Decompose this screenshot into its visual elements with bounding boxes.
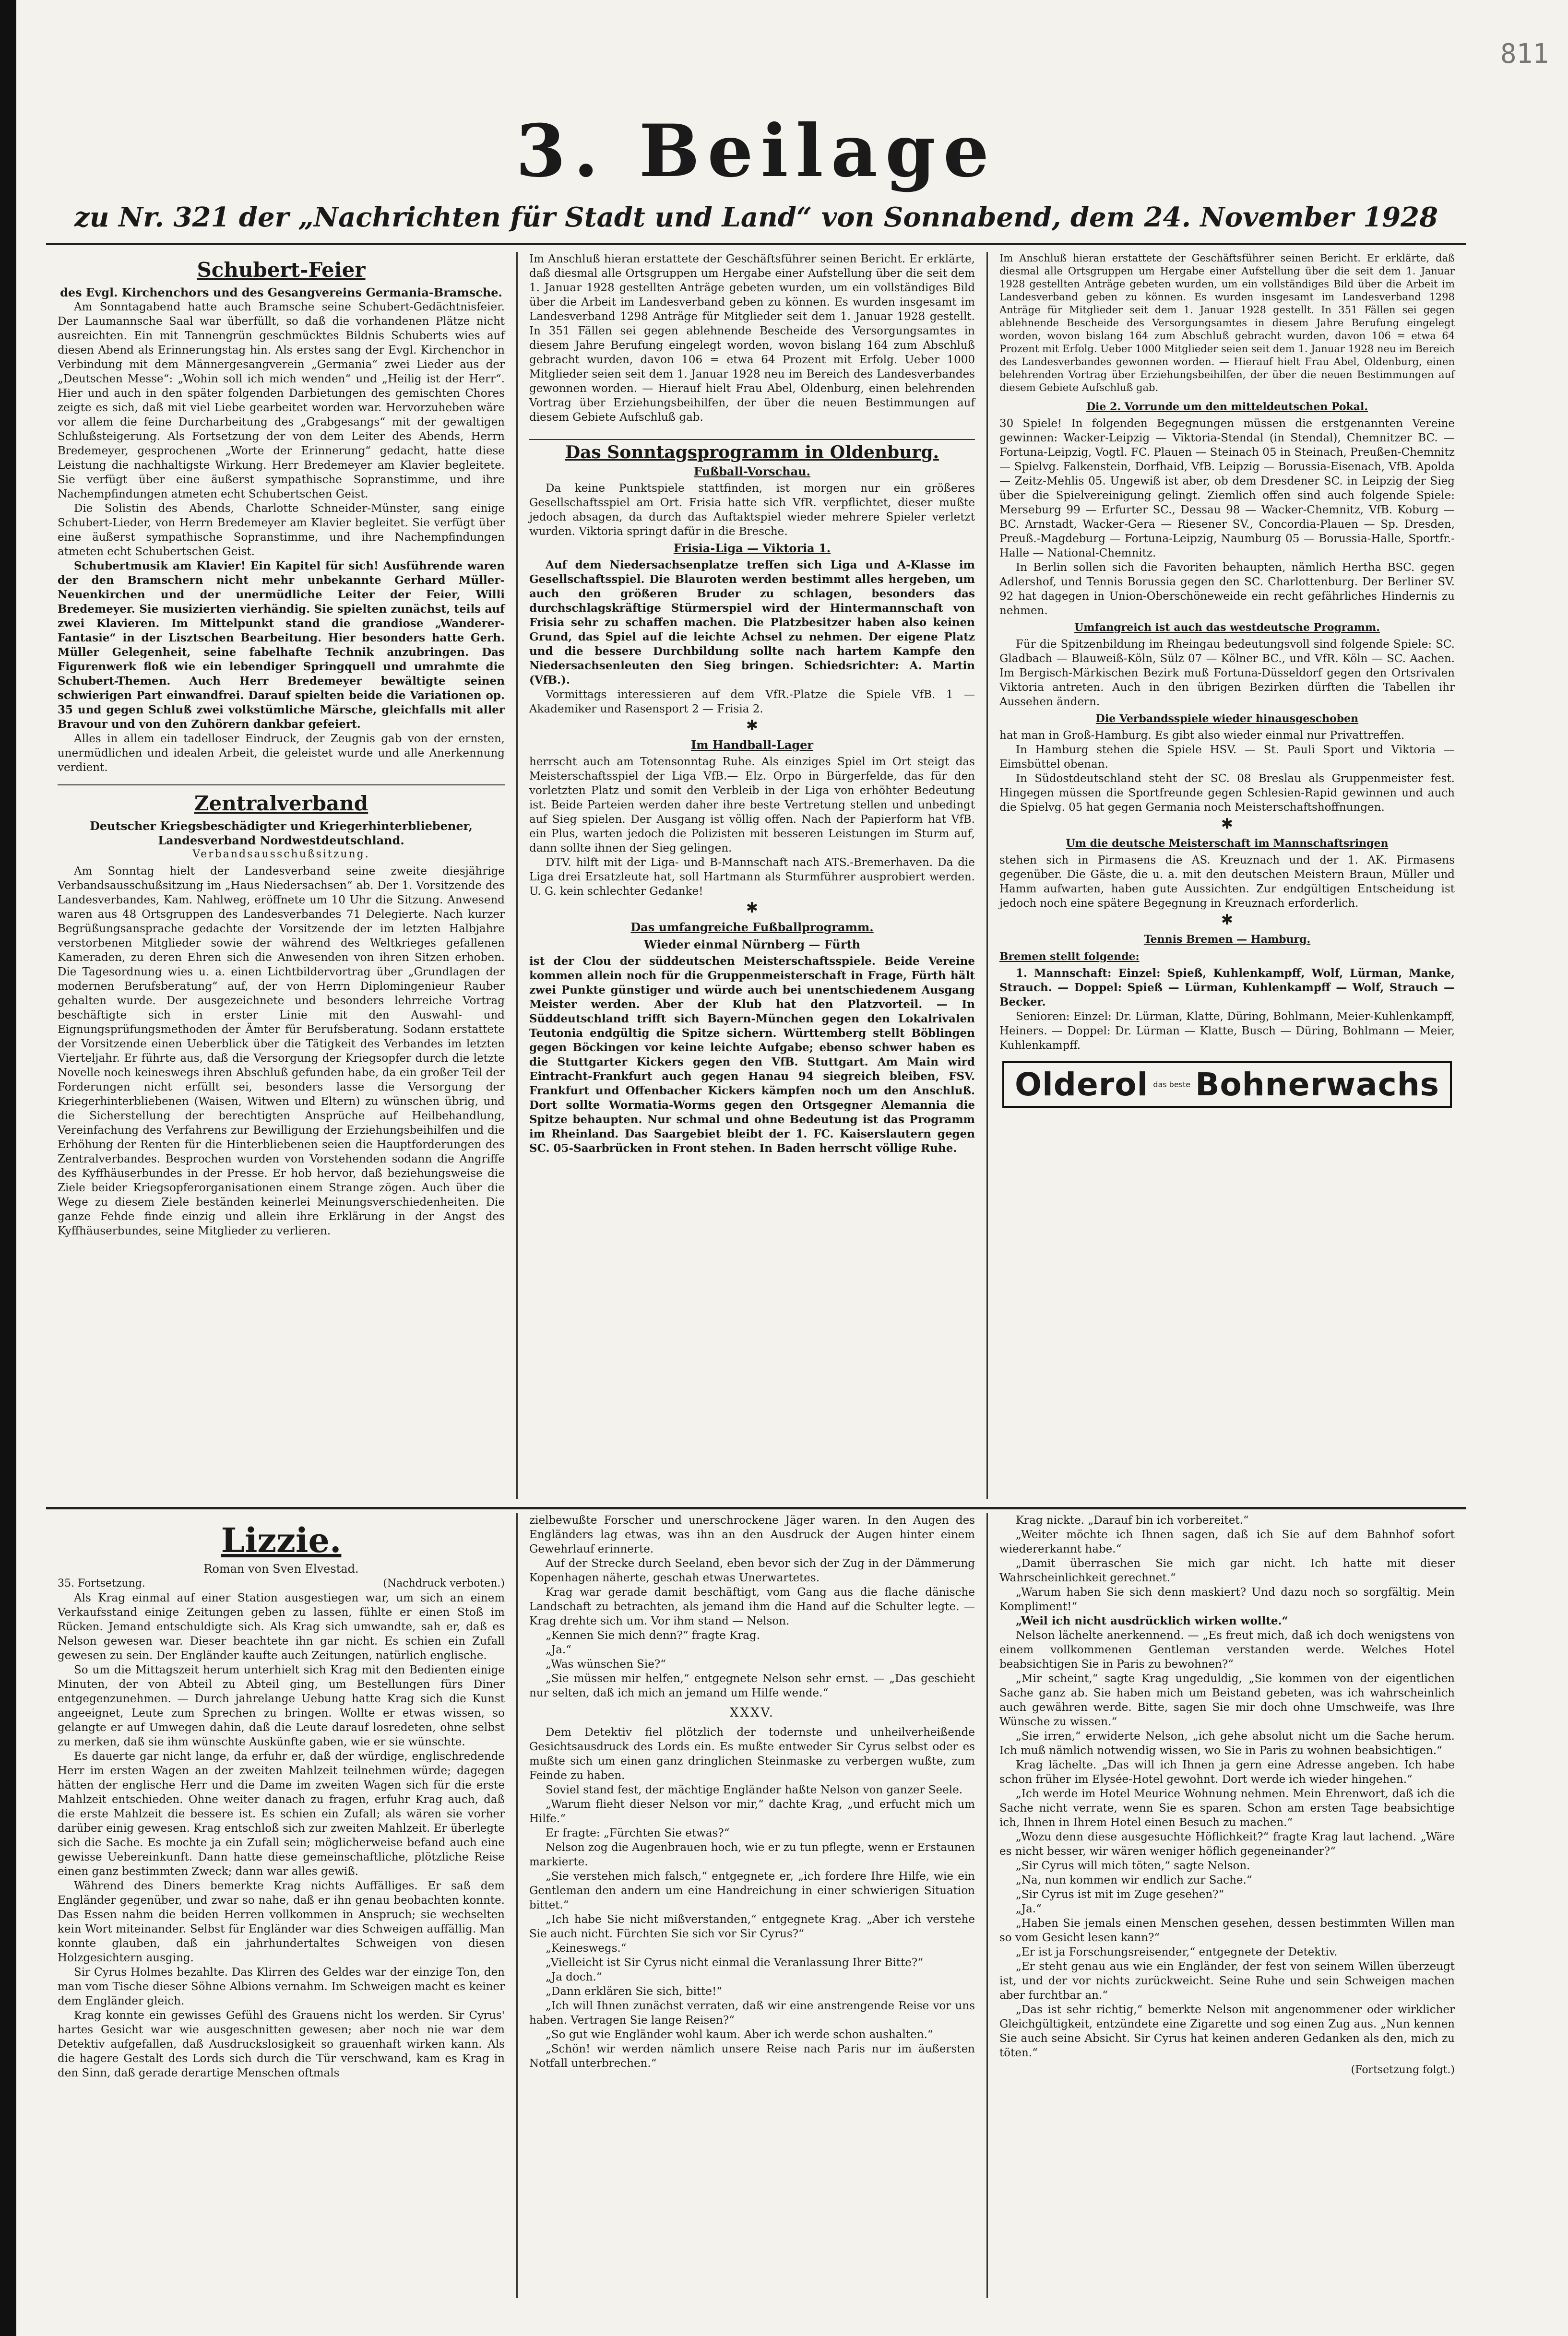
upper-section <box>46 252 1466 1499</box>
novel-paragraph: „Ich werde im Hotel Meurice Wohnung nehmen. Mein Ehrenwort, daß ich die Sache nicht verrate, wenn Sie es sparen. Schon am ersten Tage beabsichtige ich, Ihnen in Ihrem Hotel einen Besuch zu machen.“ <box>999 1788 1455 1829</box>
divider <box>529 439 975 440</box>
tennis-sub: Bremen stellt folgende: <box>999 950 1140 963</box>
novel-paragraph: „Ja.“ <box>546 1644 571 1656</box>
novel-paragraph: Krag nickte. „Darauf bin ich vorbereitet.“ <box>1016 1514 1249 1527</box>
zentral-paragraph: Am Sonntag hielt der Landesverband seine zweite diesjährige Verbandsausschußsitzung im „Haus Niedersachsen“ ab. Der 1. Vorsitzende des Landesverbandes, Kam. Nahlweg, eröffnete um 10 Uhr die Sitzung. Anwesend waren aus 48 Ortsgruppen des Landesverbandes 71 Delegierte. Nach kurzer Begrüßungsansprache gedachte der Vorsitzende der im letzten Halbjahre verstorbenen Mitglieder sowie der während des Weltkrieges gefallenen Kameraden, zu deren Ehren sich die Anwesenden von ihren Sitzen erhoben. Die Tagesordnung wies u. a. einen Lichtbildervortrag über „Grundlagen der modernen Berufsberatung“ auf, der von Herrn Diplomingenieur Rauber gehalten wurde. Der ausgezeichnete und besonders lehrreiche Vortrag beschäftigte sich in erster Linie mit den Auswahl- und Eignungsprüfungsmethoden der Ämter für Berufsberatung. Sodann erstattete der Vorsitzende einen Ueberblick über die Tätigkeit des Verbandes im letzten Vierteljahr. Er führte aus, daß die Versorgung der Kriegsopfer durch die letzte Novelle noch keineswegs ihren Abschluß gefunden habe, da ein großer Teil der Forderungen nicht erfüllt sei, besonders lasse die Versorgung der Kriegerhinterbliebenen (Waisen, Witwen und Eltern) zu wünschen übrig, und die Sicherstellung der berechtigten Ansprüche auf Heilbehandlung, Vereinfachung des Verfahrens zur Bewilligung der Erziehungsbeihilfen und die Erhöhung der Renten für die Hinterbliebenen seien die Hauptforderungen des Zentralverbandes. Besprochen wurden von Vorstehenden sodann die Angriffe des Kyffhäuserbundes in der Presse. Er hob hervor, daß beziehungsweise die Ziele beider Kriegsopferorganisationen einem Strange zögen. Auch über die Wege zu diesem Ziele beständen keinerlei Meinungsverschiedenheiten. Die ganze Fehde finde einzig und allein ihre Erklärung in der Angst des Kyffhäuserbundes, seine Mitglieder zu verlieren. <box>58 865 505 1237</box>
novel-paragraph: „Ich habe Sie nicht mißverstanden,“ entgegnete Krag. „Aber ich verstehe Sie auch nicht. Fürchten Sie sich vor Sir Cyrus?“ <box>529 1913 975 1940</box>
novel-paragraph: Sir Cyrus Holmes bezahlte. Das Klirren des Geldes war der einzige Ton, den man vom Tische dieser Söhne Albions vernahm. Im Schweigen macht es keiner dem Engländer gleich. <box>58 1966 505 2007</box>
schubert-paragraph: Schubertmusik am Klavier! Ein Kapitel für sich! Ausführende waren der den Bramschern nicht mehr unbekannte Gerhard Müller-Neuenkirchen und der unermüdliche Leiter der Feier, Willi Bredemeyer. Sie musizierten vierhändig. Sie spielten zunächst, teils auf zwei Klavieren. Im Mittelpunkt stand die grandiose „Wanderer-Fantasie“ in der Lisztschen Bearbeitung. Hier besonders hatte Gerh. Müller Gelegenheit, seine fabelhafte Technik anzubringen. Das Figurenwerk floß wie ein lebendiger Springquell und umrahmte die Schubert-Themen. Auch Herr Bredemeyer bewältigte seinen schwierigen Part einwandfrei. Darauf spielten beide die Variationen op. 35 und gegen Schluß zwei volkstümliche Märsche, gleichfalls mit aller Bravour und von den Zuhörern dankbar gefeiert. <box>58 559 505 731</box>
program-title: Das Sonntagsprogramm in Oldenburg. <box>565 442 939 462</box>
column-2 <box>516 252 986 1499</box>
handball-title: Im Handball-Lager <box>690 738 814 752</box>
hamburg-text: In Hamburg stehen die Spiele HSV. — St. Pauli Sport und Viktoria — Eimsbüttel obenan. <box>999 744 1455 771</box>
south-east-text: In Südostdeutschland steht der SC. 08 Breslau als Gruppenmeister fest. Hingegen müssen die Sportfreunde gegen Schlesien-Rapid gewinnen und auch die Spielvg. 05 hat gegen Germania noch Meisterschaftshoffnungen. <box>999 772 1455 814</box>
novel-paragraph: „Das ist sehr richtig,“ bemerkte Nelson mit angenommener oder wirklicher Gleichgültigkeit, entzündete eine Zigarette und sog einen Zug aus. „Nun kennen Sie auch seine Absicht. Sir Cyrus hat keinen anderen Gedanken als den, mich zu töten.“ <box>999 2004 1455 2059</box>
novel-title: Lizzie. <box>221 1520 342 1560</box>
page-subtitle: zu Nr. 321 der „Nachrichten für Stadt und Land“ von Sonnabend, dem 24. November 1928 <box>74 202 1438 233</box>
novel-paragraph: „Weil ich nicht ausdrücklich wirken wollte.“ <box>1016 1614 1288 1627</box>
separator-star: ✱ <box>746 900 759 916</box>
handball-text-2: DTV. hilft mit der Liga- und B-Mannschaft nach ATS.-Bremerhaven. Da die Liga drei Ersatzleute hat, soll Hartmann als Sturmführer ausprobiert werden. U. G. kein schlechter Gedanke! <box>529 856 975 898</box>
scan-edge <box>0 0 16 2336</box>
novel-paragraph: „Schön! wir werden nämlich unsere Reise nach Paris nur im äußersten Notfall unterbrechen.“ <box>529 2043 975 2070</box>
section-rule <box>46 1507 1466 1509</box>
big-program-sub: Wieder einmal Nürnberg — Fürth <box>643 937 861 951</box>
fussball-title: Fußball-Vorschau. <box>693 464 811 478</box>
novel-installment: 35. Fortsetzung. <box>58 1577 145 1589</box>
tennis-text-2: Senioren: Einzel: Dr. Lürman, Klatte, Düring, Bohlmann, Meier-Kuhlenkampff, Heiners. — Doppel: Dr. Lürman — Klatte, Busch — Düring, Bohlmann — Meier, Kuhlenkampff. <box>999 1010 1455 1052</box>
novel-paragraph: „Ja doch.“ <box>546 1971 602 1983</box>
novel-paragraph: Als Krag einmal auf einer Station ausgestiegen war, um sich an einem Verkaufsstand einige Zeitungen geben zu lassen, fühlte er einen Stoß im Rücken. Jemand entschuldigte sich. Als Krag sich umwandte, sah er, daß es Nelson gewesen war. Dieser beachtete ihn gar nicht. Es schien ein Zufall gewesen zu sein. Der Engländer kaufte auch Zeitungen, natürlich englische. <box>58 1592 505 1662</box>
west-text: Für die Spitzenbildung im Rheingau bedeutungsvoll sind folgende Spiele: SC. Gladbach — Blauweiß-Köln, Sülz 07 — Kölner BC., und VfR. Köln — SC. Aachen. Im Bergisch-Märkischen Bezirk muß Fortuna-Düsseldorf gegen den Ortsrivalen Viktoria antreten. Auch in den übrigen Bezirken dürften die Tabellen ihr Aussehen ändern. <box>999 638 1455 708</box>
zentral-title: Zentralverband <box>194 792 368 815</box>
novel-subtitle: Roman von Sven Elvestad. <box>203 1562 359 1576</box>
match1-text: Auf dem Niedersachsenplatze treffen sich Liga und A-Klasse im Gesellschaftsspiel. Die Blauroten werden bestimmt alles hergeben, um auch den größeren Bruder zu schlagen, besonders das durchschlagskräftige Stürmerspiel wird der Hintermannschaft von Frisia sehr zu schaffen machen. Die Platzbesitzer haben also keinen Grund, das Spiel auf die leichte Achsel zu nehmen. Der eigene Platz und die bessere Durchbildung sollte nach hartem Kampfe den Niedersachsenleuten den Sieg bringen. Schiedsrichter: A. Martin (VfB.). <box>529 558 975 687</box>
novel-paragraph: zielbewußte Forscher und unerschrockene Jäger waren. In den Augen des Engländers lag etwas, was ihn an den Ausdruck der Augen hinter einem Gewehrlauf erinnerte. <box>529 1514 975 1555</box>
novel-paragraph: „Kennen Sie mich denn?“ fragte Krag. <box>546 1629 760 1642</box>
novel-paragraph: „Na, nun kommen wir endlich zur Sache.“ <box>1016 1874 1252 1886</box>
separator-star: ✱ <box>1221 816 1234 832</box>
novel-paragraph: „Was wünschen Sie?“ <box>546 1658 666 1671</box>
novel-paragraph: „Haben Sie jemals einen Menschen gesehen, dessen bestimmten Willen man so vom Gesicht lesen kann?“ <box>999 1917 1455 1944</box>
novel-paragraph: „Ja.“ <box>1016 1903 1042 1915</box>
novel-paragraph: „Sir Cyrus ist mit im Zuge gesehen?“ <box>1016 1888 1224 1901</box>
novel-paragraph: „So gut wie Engländer wohl kaum. Aber ich werde schon aushalten.“ <box>546 2028 933 2041</box>
verband-title: Die Verbandsspiele wieder hinausgeschoben <box>1095 712 1359 725</box>
novel-paragraph: Nelson lächelte anerkennend. — „Es freut mich, daß ich doch wenigstens von einem vollkommenen Gentleman verstanden werde. Welches Hotel beabsichtigen Sie in Paris zu bewohnen?“ <box>999 1629 1455 1671</box>
ringen-title: Um die deutsche Meisterschaft im Mannschaftsringen <box>1066 837 1389 850</box>
continued-note: (Fortsetzung folgt.) <box>1351 2064 1455 2076</box>
ad-middle: das beste <box>1153 1079 1191 1089</box>
zentral-subtitle: Deutscher Kriegsbeschädigter und Kriegerhinterbliebener, Landesverband Nordwestdeutschland. <box>90 819 473 847</box>
separator-star: ✱ <box>746 717 759 734</box>
novel-paragraph: „Weiter möchte ich Ihnen sagen, daß ich Sie auf dem Bahnhof sofort wiedererkannt habe.“ <box>999 1529 1455 1555</box>
page-number: 811 <box>1500 38 1549 70</box>
novel-section <box>46 1513 1466 2298</box>
novel-paragraph: „Er steht genau aus wie ein Engländer, der fest von seinem Willen überzeugt ist, und der vor nichts zurückweicht. Seine Ruhe und sein Schweigen machen aber furchtbar an.“ <box>999 1960 1455 2002</box>
fussball-text: Da keine Punktspiele stattfinden, ist morgen nur ein größeres Gesellschaftsspiel am Ort. Frisia hatte sich VfR. verpflichtet, dieser mußte jedoch absagen, da durch das Auftaktspiel wieder mehrere Spieler verletzt wurden. Viktoria springt dafür in die Bresche. <box>529 482 975 538</box>
ringen-text: stehen sich in Pirmasens die AS. Kreuznach und der 1. AK. Pirmasens gegenüber. Die Gäste, die u. a. mit den deutschen Meistern Braun, Müller und Hamm aufwarten, haben gute Aussichten. Zur endgültigen Entscheidung ist jedoch noch eine spätere Begegnung in Kreuznach erforderlich. <box>999 854 1455 910</box>
newspaper-page <box>46 110 1466 2298</box>
novel-paragraph: Auf der Strecke durch Seeland, eben bevor sich der Zug in der Dämmerung Kopenhagen näherte, geschah etwas Unerwartetes. <box>529 1557 975 1584</box>
ad-product: Bohnerwachs <box>1195 1066 1439 1103</box>
novel-paragraph: Während des Diners bemerkte Krag nichts Auffälliges. Er saß dem Engländer gegenüber, und zwar so nahe, daß er ihn genau beobachten konnte. Das Essen nahm die beiden Herren vollkommen in Anspruch; sie wechselten kein Wort miteinander. Selbst für Engländer war dies Schweigen auffällig. Man konnte glauben, daß ein jahrhundertaltes Schweigen von diesen Holzgesichtern ausging. <box>58 1880 505 1964</box>
novel-paragraph: Krag war gerade damit beschäftigt, vom Gang aus die flache dänische Landschaft zu betrachten, als jemand ihm die Hand auf die Schulter legte. — Krag drehte sich um. Vor ihm stand — Nelson. <box>529 1586 975 1627</box>
column-1 <box>46 252 516 1499</box>
novel-paragraph: Es dauerte gar nicht lange, da erfuhr er, daß der würdige, englischredende Herr im ersten Wagen an der zweiten Mahlzeit teilnehmen würde; dagegen hätten der englische Herr und die Dame im zweiten Wagen sich für die erste Mahlzeit entschieden. Ohne weiter danach zu fragen, erfuhr Krag auch, daß die erste Mahlzeit die bessere ist. Es schien ein Zufall; als wären sie vorher darüber einig gewesen. Krag entschloß sich zur zweiten Mahlzeit. Er überlegte sich die Sache. Es mochte ja ein Zufall sein; möglicherweise befand auch eine gewisse Uebereinkunft. Dann hatte diese gemeinschaftliche, plötzliche Reise einen ganz bestimmten Zweck; dann war alles gewiß. <box>58 1750 505 1878</box>
novel-paragraph: Krag konnte ein gewisses Gefühl des Grauens nicht los werden. Sir Cyrus' hartes Gesicht war wie ausgeschnitten gewesen; aber noch nie war dem Detektiv aufgefallen, daß Ausdruckslosigkeit so grauenhaft wirken kann. Als die hagere Gestalt des Lords sich durch die Tür verschwand, kam es Krag in den Sinn, daß gerade derartige Menschen oftmals <box>58 2009 505 2079</box>
divider <box>58 784 505 785</box>
ad-brand: Olderol <box>1015 1066 1149 1103</box>
novel-column-2 <box>516 1513 986 2298</box>
verband-text: hat man in Groß-Hamburg. Es gibt also wieder einmal nur Privattreffen. <box>999 729 1405 742</box>
vorrunde-text: 30 Spiele! In folgenden Begegnungen müssen die erstgenannten Vereine gewinnen: Wacker-Leipzig — Viktoria-Stendal (in Stendal), Chemnitzer BC. — Fortuna-Leipzig, Vogtl. FC. Plauen — Steinach 05 in Steinach, Preußen-Chemnitz — Spielvg. Falkenstein, Dorfhaid, VfB. Leipzig — Borussia-Eisenach, VfB. Apolda — Zeitz-Mehlis 05. Ungewiß ist aber, ob dem Dresdener SC. in Leipzig der Sieg über die Spielvereinigung gelingt. Ziemlich offen sind auch folgende Spiele: Merseburg 99 — Erfurter SC., Dessau 98 — Wacker-Chemnitz, VfB. Koburg — BC. Arnstadt, Wacker-Gera — Riesener SV., Concordia-Plauen — Sp. Dresden, Preuß.-Magdeburg — Fortuna-Leipzig, Naumburg 05 — Borussia-Halle, Sportfr.-Halle — National-Chemnitz. <box>999 417 1455 559</box>
novel-paragraph: Nelson zog die Augenbrauen hoch, wie er zu tun pflegte, wenn er Erstaunen markierte. <box>529 1841 975 1868</box>
novel-paragraph: „Dann erklären Sie sich, bitte!“ <box>546 1985 723 1998</box>
novel-paragraph: So um die Mittagszeit herum unterhielt sich Krag mit den Bedienten einige Minuten, der von Abteil zu Abteil ging, um Bestellungen fürs Diner entgegenzunehmen. — Durch jahrelange Uebung hatte Krag sich die Kunst angeeignet, Leute zum Sprechen zu bringen. Wollte er etwas wissen, so gelangte er auf Umwegen dahin, daß die Leute darauf losredeten, ohne selbst zu merken, daß sie ihm wünschte Auskünfte gaben, wie er sie wünschte. <box>58 1664 505 1748</box>
novel-paragraph: „Sie verstehen mich falsch,“ entgegnete er, „ich fordere Ihre Hilfe, wie ein Gentleman den andern um eine Handreichung in einer schwierigen Situation bittet.“ <box>529 1870 975 1911</box>
novel-paragraph: Soviel stand fest, der mächtige Engländer haßte Nelson von ganzer Seele. <box>546 1784 963 1796</box>
vorrunde-title: Die 2. Vorrunde um den mitteldeutschen Pokal. <box>1086 401 1368 413</box>
masthead-rule <box>46 243 1466 245</box>
novel-paragraph: „Sie müssen mir helfen,“ entgegnete Nelson sehr ernst. — „Das geschieht nur selten, daß ich mich an jemand um Hilfe wende.“ <box>529 1672 975 1699</box>
novel-paragraph: „Sir Cyrus will mich töten,“ sagte Nelson. <box>1016 1860 1250 1872</box>
west-title: Umfangreich ist auch das westdeutsche Programm. <box>1074 621 1380 634</box>
column-3 <box>986 252 1466 1499</box>
novel-paragraph: „Mir scheint,“ sagte Krag ungeduldig, „Sie kommen von der eigentlichen Sache ganz ab. Sie haben mich um Beistand gebeten, was ich wahrscheinlich auch gewähren werde. Bitte, sagen Sie mir doch ohne Umschweife, was Ihre Wünsche zu wissen.“ <box>999 1672 1455 1728</box>
tennis-title: Tennis Bremen — Hamburg. <box>1143 933 1311 946</box>
novel-paragraph: „Warum flieht dieser Nelson vor mir,“ dachte Krag, „und erfucht mich um Hilfe.“ <box>529 1798 975 1825</box>
masthead <box>46 110 1466 234</box>
novel-paragraph: „Er ist ja Forschungsreisender,“ entgegnete der Detektiv. <box>1016 1946 1338 1958</box>
advertisement <box>1002 1061 1452 1108</box>
novel-meta <box>58 1577 505 1591</box>
novel-paragraph: Dem Detektiv fiel plötzlich der todernste und unheilverheißende Gesichtsausdruck des Lords ein. Es mußte entweder Sir Cyrus selbst oder es mußte sich um einen ganz dringlichen Steinmaske zu verbergen wußte, zum Feinde zu haben. <box>529 1726 975 1782</box>
novel-paragraph: Er fragte: „Fürchten Sie etwas?“ <box>546 1827 730 1839</box>
handball-text: herrscht auch am Totensonntag Ruhe. Als einziges Spiel im Ort steigt das Meisterschaftsspiel der Liga VfB.— Elz. Orpo in Bürgerfelde, das für den vorletzten Platz und somit den Verbleib in der Liga von erhöhter Bedeutung ist. Beide Parteien werden daher ihre beste Vertretung stellen und unbedingt auf Sieg spielen. Der Ausgang ist völlig offen. Nach der Papierform hat VfB. ein Plus, warten jedoch die Polizisten mit besseren Leistungen im Sturm auf, dann sollte ihnen der Sieg gelingen. <box>529 756 975 854</box>
big-program-text: ist der Clou der süddeutschen Meisterschaftsspiele. Beide Vereine kommen allein noch für die Gruppenmeisterschaft in Frage, Fürth hält zwei Punkte günstiger und würde auch bei unentschiedenem Ausgang Meister werden. Aber der Klub hat den Platzvorteil. — In Süddeutschland trifft sich Bayern-München gegen den Lokalrivalen Teutonia endgültig die Spitze sichern. Württemberg stellt Böblingen gegen Böckingen vor keine leichte Aufgabe; ebenso schwer haben es die Stuttgarter Kickers gegen den VfB. Stuttgart. Am Main wird Eintracht-Frankfurt auch gegen Hanau 94 siegreich bleiben, FSV. Frankfurt und Offenbacher Kickers kämpfen noch um den Anschluß. Dort sollte Wormatia-Worms gegen den Ortsgegner Alemannia die Spitze behaupten. Nur schmal und ohne Bedeutung ist das Programm im Rheinland. Das Saargebiet bleibt der 1. FC. Kaiserslautern gegen SC. 05-Saarbrücken in Front stehen. In Baden herrscht völlige Ruhe. <box>529 955 975 1155</box>
schubert-paragraph: Alles in allem ein tadelloser Eindruck, der Zeugnis gab von der ernsten, unermüdlichen und idealen Arbeit, die geleistet wurde und alle Anerkennung verdient. <box>58 733 505 774</box>
schubert-paragraph: Am Sonntagabend hatte auch Bramsche seine Schubert-Gedächtnisfeier. Der Laumannsche Saal war überfüllt, so daß die vorhandenen Plätze nicht ausreichten. Ein mit Tannengrün geschmücktes Bildnis Schuberts wies auf diesen Abend als Erinnerungstag hin. Als erstes sang der Evgl. Kirchenchor in Verbindung mit dem Männergesangverein „Germania“ zwei Lieder aus der „Deutschen Messe“: „Wohin soll ich mich wenden“ und „Heilig ist der Herr“. Hier und auch in den später folgenden Darbietungen des gemischten Chores zeigte es sich, daß mit viel Liebe gearbeitet worden war. Hervorzuheben wäre vor allem die feine Durcharbeitung des „Grabgesangs“ mit der gewaltigen Schlußsteigerung. Als Fortsetzung der von dem Leiter des Abends, Herrn Bredemeyer, gesprochenen „Worte der Erinnerung“ gedacht, hatte diese Leistung die nachhaltigste Wirkung. Herr Bredemeyer am Klavier begleitete. Sie verfügt über eine äußerst sympathische Sopranstimme, und ihre Nachempfindungen atmeten echt Schubertschen Geist. <box>58 301 505 500</box>
novel-paragraph: „Wozu denn diese ausgesuchte Höflichkeit?“ fragte Krag laut lachend. „Wäre es nicht besser, wir wären weniger höflich gegeneinander?“ <box>999 1831 1455 1858</box>
schubert-paragraph: Die Solistin des Abends, Charlotte Schneider-Münster, sang einige Schubert-Lieder, von Herrn Bredemeyer am Klavier begleitet. Sie verfügt über eine äußerst sympathische Sopranstimme, und ihre Nachempfindungen atmeten echt Schubertschen Geist. <box>58 502 505 558</box>
page-title: 3. Beilage <box>515 110 997 193</box>
chapter-heading: XXXV. <box>729 1706 775 1720</box>
big-program-title: Das umfangreiche Fußballprogramm. <box>630 920 874 934</box>
zentral-end: Im Anschluß hieran erstattete der Geschäftsführer seinen Bericht. Er erklärte, daß diesmal alle Ortsgruppen um Hergabe einer Aufstellung über die seit dem 1. Januar 1928 gestellten Anträge gebeten wurden, um ein vollständiges Bild über die Arbeit im Landesverband geben zu können. Es wurden insgesamt im Landesverband 1298 Anträge für Mitglieder seit dem 1. Januar 1928 gestellt. In 351 Fällen sei gegen ablehnende Bescheide des Versorgungsamtes in diesem Jahre Berufung eingelegt worden, wovon bislang 164 zum Abschluß gebracht wurden, davon 106 = etwa 64 Prozent mit Erfolg. Ueber 1000 Mitglieder seien seit dem 1. Januar 1928 neu im Bereich des Landesverbandes gewonnen worden. — Hierauf hielt Frau Abel, Oldenburg, einen belehrenden Vortrag über Erziehungsbeihilfen, der über die neuen Bestimmungen auf diesem Gebiete Aufschluß gab. <box>999 252 1455 393</box>
schubert-subtitle: des Evgl. Kirchenchors und des Gesangvereins Germania-Bramsche. <box>60 285 502 299</box>
novel-paragraph: Krag lächelte. „Das will ich Ihnen ja gern eine Adresse angeben. Ich habe schon früher im Elysée-Hotel gewohnt. Dort werde ich wieder hingehen.“ <box>999 1759 1455 1786</box>
novel-paragraph: „Damit überraschen Sie mich gar nicht. Ich hatte mit dieser Wahrscheinlichkeit gerechnet.“ <box>999 1557 1455 1584</box>
match1-text-2: Vormittags interessieren auf dem VfR.-Platze die Spiele VfB. 1 — Akademiker und Rasensport 2 — Frisia 2. <box>529 688 975 715</box>
zentral-paragraph-continued: Im Anschluß hieran erstattete der Geschäftsführer seinen Bericht. Er erklärte, daß diesmal alle Ortsgruppen um Hergabe einer Aufstellung über die seit dem 1. Januar 1928 gestellten Anträge gebeten wurden, um ein vollständiges Bild über die Arbeit im Landesverband geben zu können. Es wurden insgesamt im Landesverband 1298 Anträge für Mitglieder seit dem 1. Januar 1928 gestellt. In 351 Fällen sei gegen ablehnende Bescheide des Versorgungsamtes in diesem Jahre Berufung eingelegt worden, wovon bislang 164 zum Abschluß gebracht wurden, davon 106 = etwa 64 Prozent mit Erfolg. Ueber 1000 Mitglieder seien seit dem 1. Januar 1928 neu im Bereich des Landesverbandes gewonnen worden. — Hierauf hielt Frau Abel, Oldenburg, einen belehrenden Vortrag über Erziehungsbeihilfen, der über die neuen Bestimmungen auf diesem Gebiete Aufschluß gab. <box>529 253 975 424</box>
novel-column-3 <box>986 1513 1466 2298</box>
separator-star: ✱ <box>1221 912 1234 928</box>
novel-paragraph: „Keineswegs.“ <box>546 1942 627 1955</box>
novel-paragraph: „Vielleicht ist Sir Cyrus nicht einmal die Veranlassung Ihrer Bitte?“ <box>546 1957 924 1969</box>
tennis-text: 1. Mannschaft: Einzel: Spieß, Kuhlenkampff, Wolf, Lürman, Manke, Strauch. — Doppel: Spieß — Lürman, Kuhlenkampff — Wolf, Strauch — Becker. <box>999 967 1455 1008</box>
berlin-text: In Berlin sollen sich die Favoriten behaupten, nämlich Hertha BSC. gegen Adlershof, und Tennis Borussia gegen den SC. Charlottenburg. Der Berliner SV. 92 hat dagegen in Union-Oberschöneweide ein recht gefährliches Hindernis zu nehmen. <box>999 561 1455 617</box>
novel-rights: (Nachdruck verboten.) <box>383 1577 505 1589</box>
novel-paragraph: „Sie irren,“ erwiderte Nelson, „ich gehe absolut nicht um die Sache herum. Ich muß nämlich notwendig wissen, wo Sie in Paris zu wohnen beabsichtigen.“ <box>999 1730 1455 1757</box>
novel-paragraph: „Ich will Ihnen zunächst verraten, daß wir eine anstrengende Reise vor uns haben. Vertragen Sie lange Reisen?“ <box>529 2000 975 2027</box>
schubert-title: Schubert-Feier <box>197 258 366 282</box>
match1-title: Frisia-Liga — Viktoria 1. <box>673 541 831 555</box>
novel-column-1 <box>46 1513 516 2298</box>
zentral-subtitle-2: Verbandsausschußsitzung. <box>192 848 370 860</box>
novel-paragraph: „Warum haben Sie sich denn maskiert? Und dazu noch so sorgfältig. Mein Kompliment!“ <box>999 1586 1455 1613</box>
